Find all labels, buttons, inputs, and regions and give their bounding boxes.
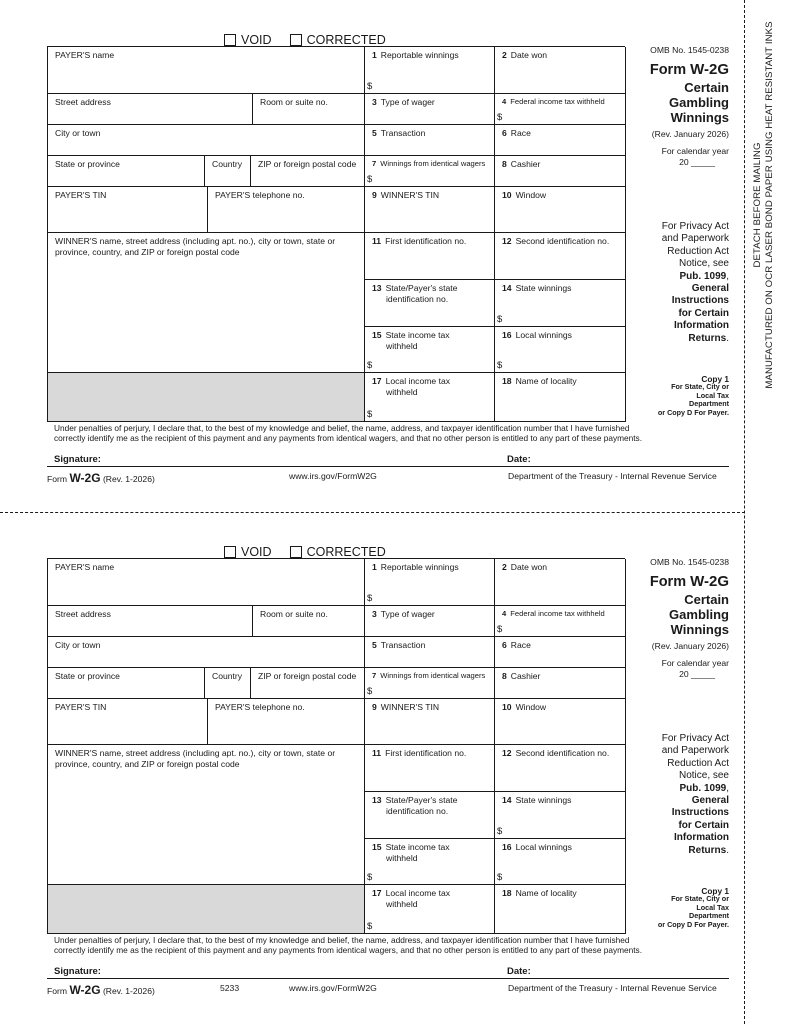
footer-form-code: 5233: [220, 983, 240, 993]
privacy-notice: For Privacy Act and Paperwork Reduction Act Notice, see Pub. 1099, General Instructions for Certain Information Returns.: [661, 733, 729, 856]
box-5-transaction[interactable]: 5 Transaction: [365, 637, 495, 668]
box-6-race[interactable]: 6 Race: [495, 125, 626, 156]
box-18-locality[interactable]: 18 Name of locality: [495, 885, 626, 934]
footer-url[interactable]: www.irs.gov/FormW2G: [289, 471, 377, 481]
city-field[interactable]: City or town: [48, 125, 365, 156]
box-17-local-tax[interactable]: 17 Local income tax withheld $: [365, 373, 495, 422]
payer-phone-field[interactable]: PAYER'S telephone no.: [208, 699, 365, 745]
footer-url[interactable]: www.irs.gov/FormW2G: [289, 983, 377, 993]
corrected-checkbox[interactable]: [290, 34, 302, 46]
copy-designation: Copy 1 For State, City or Local Tax Department or Copy D For Payer.: [657, 374, 729, 417]
signature-label[interactable]: Signature:: [54, 966, 101, 977]
footer-form-id: Form W-2G (Rev. 1-2026): [47, 471, 155, 485]
box-11-first-id[interactable]: 11 First identification no.: [365, 233, 495, 280]
form-title: Certain Gambling Winnings: [669, 592, 729, 637]
footer-form-id: Form W-2G (Rev. 1-2026): [47, 983, 155, 997]
box-7-identical-wagers[interactable]: 7 Winnings from identical wagers $: [365, 668, 495, 699]
calendar-year: For calendar year 20 _____: [661, 146, 729, 167]
street-address-field[interactable]: Street address: [48, 94, 253, 125]
corrected-label: CORRECTED: [306, 33, 386, 47]
box-4-federal-tax[interactable]: 4 Federal income tax withheld $: [495, 606, 626, 637]
perjury-statement: Under penalties of perjury, I declare that, to the best of my knowledge and belief, the name, address, and taxpayer identification number that I have furnished correctly identify me as the recipient of this payment and any payments from identical wagers, and that no other person is entitled to any part of these payments.: [54, 935, 643, 956]
signature-label[interactable]: Signature:: [54, 454, 101, 465]
omb-number: OMB No. 1545-0238: [650, 45, 729, 55]
form-name: Form W-2G: [649, 61, 729, 78]
country-field[interactable]: Country: [205, 668, 251, 699]
box-16-local-winnings[interactable]: 16 Local winnings $: [495, 327, 626, 373]
box-5-transaction[interactable]: 5 Transaction: [365, 125, 495, 156]
box-12-second-id[interactable]: 12 Second identification no.: [495, 233, 626, 280]
footer-department: Department of the Treasury - Internal Revenue Service: [508, 983, 717, 993]
box-12-second-id[interactable]: 12 Second identification no.: [495, 745, 626, 792]
payer-tin-field[interactable]: PAYER'S TIN: [48, 187, 208, 233]
void-checkbox[interactable]: [224, 546, 236, 558]
box-1-reportable-winnings[interactable]: 1 Reportable winnings $: [365, 47, 495, 94]
form-grid: [47, 558, 625, 934]
box-2-date-won[interactable]: 2 Date won: [495, 559, 626, 606]
signature-line: [47, 978, 729, 979]
room-field[interactable]: Room or suite no.: [253, 94, 365, 125]
corrected-checkbox[interactable]: [290, 546, 302, 558]
shaded-area: [48, 885, 365, 934]
box-3-type-of-wager[interactable]: 3 Type of wager: [365, 94, 495, 125]
void-option[interactable]: [224, 545, 272, 559]
vertical-cut-line: [744, 0, 745, 1024]
footer-department: Department of the Treasury - Internal Revenue Service: [508, 471, 717, 481]
form-title: Certain Gambling Winnings: [669, 80, 729, 125]
box-2-date-won[interactable]: 2 Date won: [495, 47, 626, 94]
box-8-cashier[interactable]: 8 Cashier: [495, 156, 626, 187]
box-9-winner-tin[interactable]: 9 WINNER'S TIN: [365, 699, 495, 745]
box-15-state-tax[interactable]: 15 State income tax withheld $: [365, 327, 495, 373]
box-8-cashier[interactable]: 8 Cashier: [495, 668, 626, 699]
box-13-state-id[interactable]: 13 State/Payer's state identification no.: [365, 792, 495, 839]
country-field[interactable]: Country: [205, 156, 251, 187]
zip-field[interactable]: ZIP or foreign postal code: [251, 668, 365, 699]
box-4-federal-tax[interactable]: 4 Federal income tax withheld $: [495, 94, 626, 125]
box-16-local-winnings[interactable]: 16 Local winnings $: [495, 839, 626, 885]
perjury-statement: Under penalties of perjury, I declare that, to the best of my knowledge and belief, the name, address, and taxpayer identification number that I have furnished correctly identify me as the recipient of this payment and any payments from identical wagers, and that no other person is entitled to any part of these payments.: [54, 423, 643, 444]
date-label[interactable]: Date:: [507, 966, 531, 977]
state-field[interactable]: State or province: [48, 156, 205, 187]
winner-info-field[interactable]: WINNER'S name, street address (including apt. no.), city or town, state or province, country, and ZIP or foreign postal code: [48, 233, 365, 373]
box-6-race[interactable]: 6 Race: [495, 637, 626, 668]
payer-name-field[interactable]: PAYER'S name: [48, 559, 365, 606]
street-address-field[interactable]: Street address: [48, 606, 253, 637]
box-11-first-id[interactable]: 11 First identification no.: [365, 745, 495, 792]
void-label: VOID: [241, 33, 272, 47]
form-copy-bottom: [0, 512, 791, 1024]
form-grid: [47, 46, 625, 422]
payer-phone-field[interactable]: PAYER'S telephone no.: [208, 187, 365, 233]
zip-field[interactable]: ZIP or foreign postal code: [251, 156, 365, 187]
corrected-label: CORRECTED: [306, 545, 386, 559]
detach-notice: DETACH BEFORE MAILING MANUFACTURED ON OCR LASER BOND PAPER USING HEAT RESISTANT INKS: [752, 21, 775, 389]
city-field[interactable]: City or town: [48, 637, 365, 668]
void-checkbox[interactable]: [224, 34, 236, 46]
state-field[interactable]: State or province: [48, 668, 205, 699]
form-name: Form W-2G: [649, 573, 729, 590]
form-revision: (Rev. January 2026): [651, 129, 729, 139]
box-7-identical-wagers[interactable]: 7 Winnings from identical wagers $: [365, 156, 495, 187]
room-field[interactable]: Room or suite no.: [253, 606, 365, 637]
signature-line: [47, 466, 729, 467]
privacy-notice: For Privacy Act and Paperwork Reduction Act Notice, see Pub. 1099, General Instructions for Certain Information Returns.: [661, 221, 729, 344]
corrected-option[interactable]: [290, 33, 386, 47]
copy-designation: Copy 1 For State, City or Local Tax Department or Copy D For Payer.: [657, 886, 729, 929]
box-15-state-tax[interactable]: 15 State income tax withheld $: [365, 839, 495, 885]
box-9-winner-tin[interactable]: 9 WINNER'S TIN: [365, 187, 495, 233]
box-13-state-id[interactable]: 13 State/Payer's state identification no.: [365, 280, 495, 327]
payer-name-field[interactable]: PAYER'S name: [48, 47, 365, 94]
box-14-state-winnings[interactable]: 14 State winnings $: [495, 280, 626, 327]
box-10-window[interactable]: 10 Window: [495, 187, 626, 233]
calendar-year: For calendar year 20 _____: [661, 658, 729, 679]
horizontal-cut-line: [0, 512, 745, 513]
payer-tin-field[interactable]: PAYER'S TIN: [48, 699, 208, 745]
box-17-local-tax[interactable]: 17 Local income tax withheld $: [365, 885, 495, 934]
box-3-type-of-wager[interactable]: 3 Type of wager: [365, 606, 495, 637]
void-label: VOID: [241, 545, 272, 559]
omb-number: OMB No. 1545-0238: [650, 557, 729, 567]
form-revision: (Rev. January 2026): [651, 641, 729, 651]
date-label[interactable]: Date:: [507, 454, 531, 465]
box-10-window[interactable]: 10 Window: [495, 699, 626, 745]
box-1-reportable-winnings[interactable]: 1 Reportable winnings $: [365, 559, 495, 606]
shaded-area: [48, 373, 365, 422]
void-option[interactable]: [224, 33, 272, 47]
corrected-option[interactable]: [290, 545, 386, 559]
winner-info-field[interactable]: WINNER'S name, street address (including apt. no.), city or town, state or province, country, and ZIP or foreign postal code: [48, 745, 365, 885]
box-14-state-winnings[interactable]: 14 State winnings $: [495, 792, 626, 839]
box-18-locality[interactable]: 18 Name of locality: [495, 373, 626, 422]
